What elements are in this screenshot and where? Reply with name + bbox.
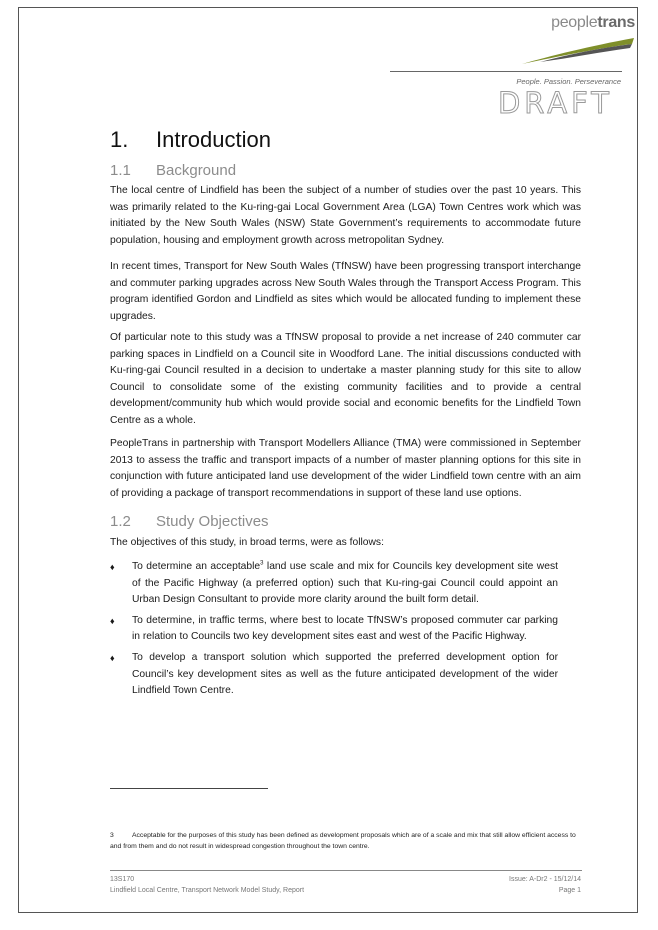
logo-swoosh-icon	[520, 36, 635, 66]
logo-wordmark: peopletrans	[551, 14, 635, 31]
subheading-background	[110, 161, 236, 181]
paragraph: PeopleTrans in partnership with Transport Modellers Alliance (TMA) were commissioned in September 2013 to assess the traffic and transport impacts of a number of master planning options for this site in conjunction with future anticipated land use development of the wider Lindfield town centre with an aim of providing a package of transport recommendations in support of these land use options.	[110, 438, 581, 499]
diamond-bullet-icon: ♦	[110, 615, 115, 626]
paragraph: Of particular note to this study was a TfNSW proposal to provide a net increase of 240 commuter car parking spaces in Lindfield on a Council site in Woodford Lane. The initial discussions conducted with Ku-ring-gai Council resulted in a decision to undertake a master planning study for this site to allow Council to consolidate some of the existing community facilities and to provide a central development/community hub which would provide social and economic benefits for the Lindfield Town Centre as a whole.	[110, 332, 581, 426]
footnote-reference: 3	[260, 560, 264, 567]
footnote	[110, 830, 582, 852]
paragraph: In recent times, Transport for New South Wales (TfNSW) have been progressing transport interchange and commuter parking upgrades across New South Wales through the Transport Access Program. This program identified Gordon and Lindfield as sites which would be allocated funding to implement these upgrades.	[110, 261, 581, 322]
footnote-rule	[110, 788, 268, 789]
objectives-intro: The objectives of this study, in broad terms, were as follows:	[110, 537, 384, 548]
issue-label: Issue: A-Dr2 - 15/12/14	[509, 876, 581, 883]
diamond-bullet-icon: ♦	[110, 652, 115, 663]
header-rule	[390, 71, 622, 72]
company-logo	[520, 14, 635, 74]
list-item: ♦ To develop a transport solution which supported the preferred development option for Council’s key development sites as well as the future anticipated development of the wider Lindfield Town Centre.	[110, 651, 558, 697]
section-heading	[110, 126, 271, 154]
page-number: Page 1	[558, 887, 581, 894]
list-item: ♦ To determine, in traffic terms, where best to locate TfNSW’s proposed commuter car parking in relation to Councils two key development sites east and west of the Pacific Highway.	[110, 614, 558, 643]
footnote-number: 3	[110, 832, 114, 839]
subheading-number: 1.1	[110, 162, 131, 179]
job-number: 13S170	[110, 876, 135, 883]
tagline: People. Passion. Perseverance	[516, 77, 621, 86]
footer-left	[110, 874, 304, 896]
list-item: ♦ To determine an acceptable$^3$ land use scale and mix for Councils key development site west of the Pacific Highway (a preferred option) such that Ku-ring-gai Council could appoint an Urban Design Consultant to provide more clarity around the built form detail.	[110, 560, 558, 606]
subheading-title: Study Objectives	[156, 513, 269, 530]
section-title: Introduction	[156, 127, 271, 152]
report-title: Lindfield Local Centre, Transport Network Model Study, Report	[110, 887, 305, 894]
footnote-text: Acceptable for the purposes of this study has been defined as development proposals which are of a scale and mix that still allow efficient access to and from them and do not result in widespread congestion throughout the town centre.	[110, 832, 576, 850]
footer-right	[509, 874, 581, 896]
diamond-bullet-icon: ♦	[110, 562, 115, 572]
paragraph: The local centre of Lindfield has been the subject of a number of studies over the past 10 years. This was primarily related to the Ku-ring-gai Local Government Area (LGA) Town Centres work which was initiated by the New South Wales (NSW) State Government’s requirements to accommodate future population, housing and employment growth across metropolitan Sydney.	[110, 185, 581, 246]
objectives-list	[110, 559, 558, 704]
subheading-title: Background	[156, 162, 237, 179]
footer-rule	[110, 870, 582, 871]
subheading-number: 1.2	[110, 513, 131, 530]
section-number: 1.	[110, 127, 129, 152]
subheading-objectives	[110, 512, 269, 532]
draft-watermark: DRAFT	[497, 86, 613, 120]
